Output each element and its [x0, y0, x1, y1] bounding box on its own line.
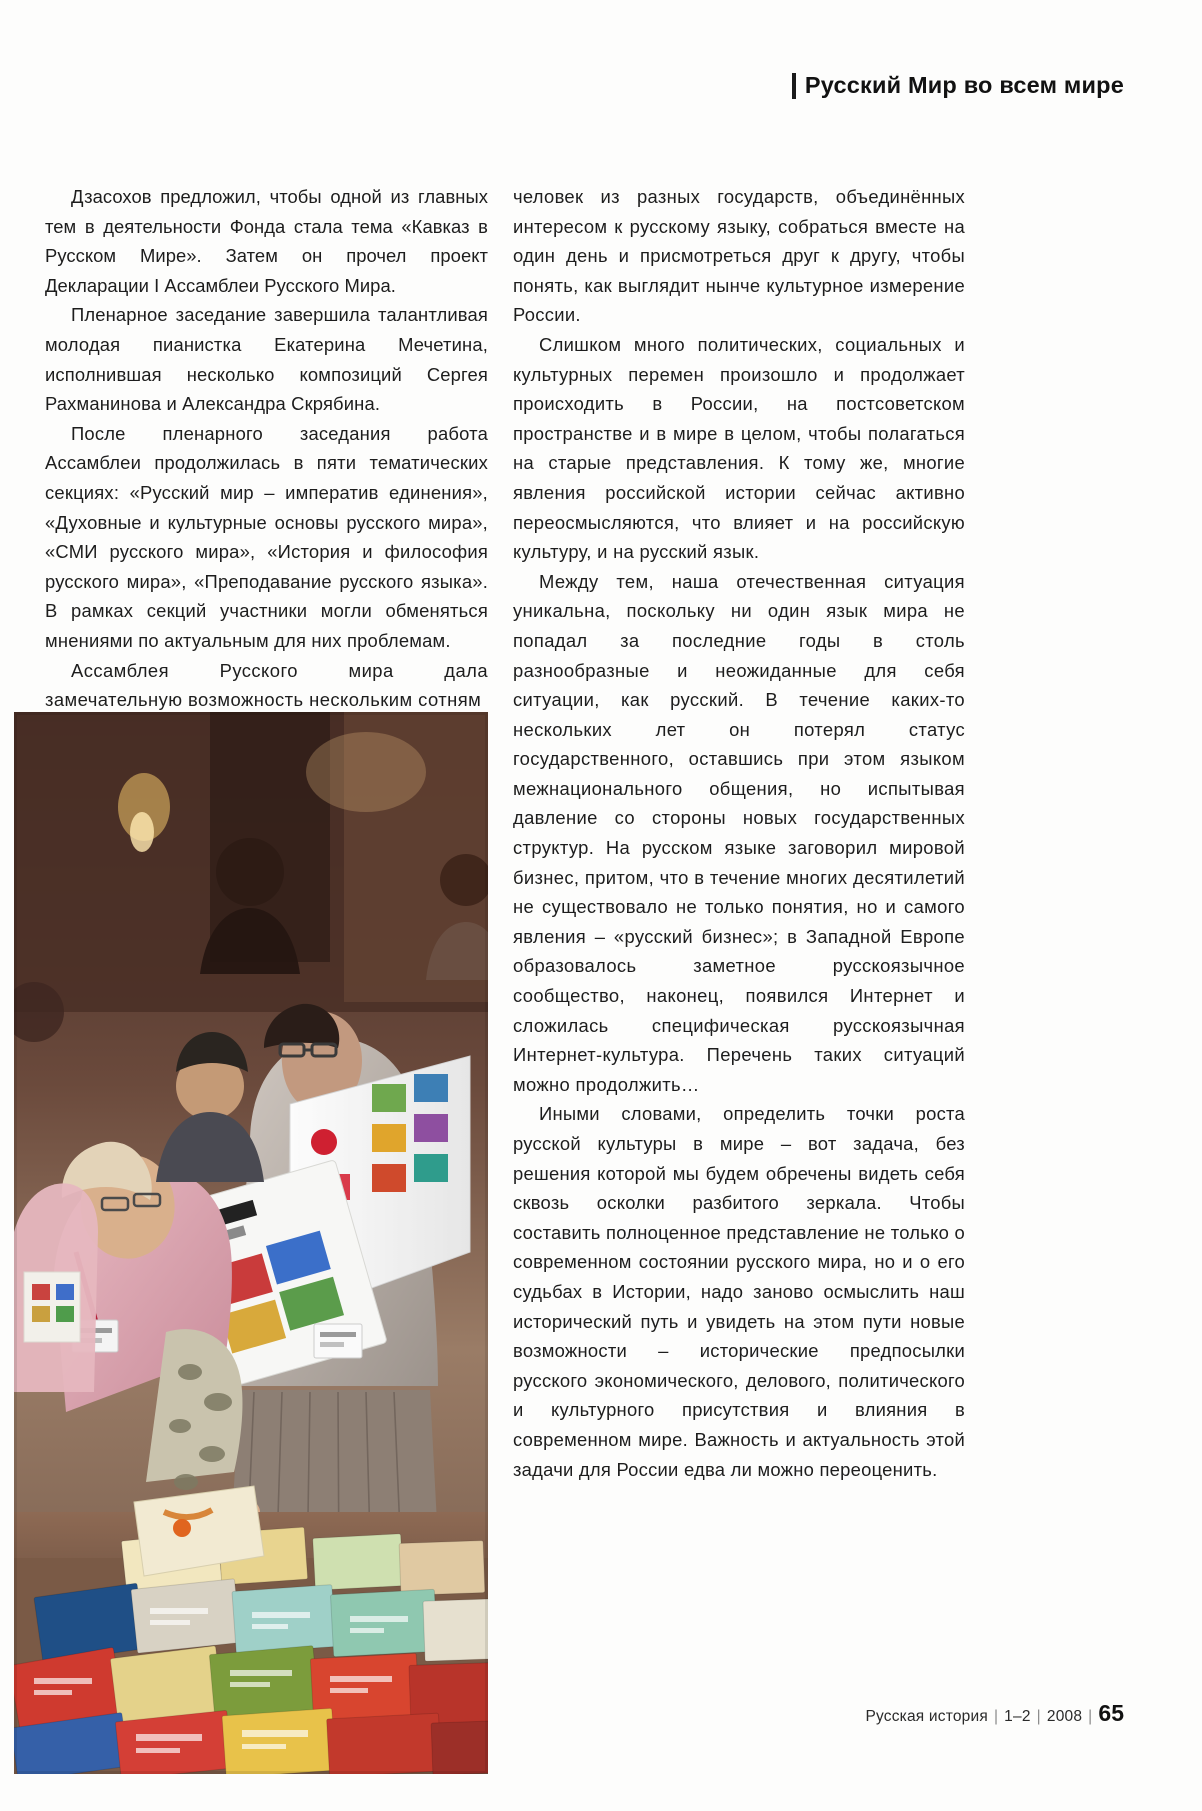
page-number: 65	[1098, 1700, 1124, 1726]
paragraph: Дзасохов предложил, чтобы одной из главных тем в деятельности Фонда стала тема «Кавказ в Русском Мире». Затем он прочел проект Декларации I Ассамблеи Русского Мира.	[45, 186, 488, 296]
folio-year: 2008	[1046, 1708, 1083, 1725]
article-photograph	[14, 712, 488, 1774]
paragraph: После пленарного заседания работа Ассамблеи продолжилась в пяти тематических секциях: «Русский мир – императив единения», «Духовные и культурные основы русского мира», «СМИ русского мира», «История и философия русского мира», «Преподавание русского языка». В рамках секций участники могли обменяться мнениями по актуальным для них проблемам.	[45, 422, 488, 651]
paragraph: Ассамблея Русского мира дала замечательную возможность нескольким сотням	[45, 659, 488, 711]
folio-separator-3: |	[1088, 1708, 1093, 1725]
body-column-left	[45, 182, 488, 715]
paragraph: человек из разных государств, объединённых интересом к русскому языку, собраться вместе на один день и присмотреться друг к другу, чтобы понять, как выглядит нынче культурное измерение России.	[513, 186, 965, 326]
paragraph: Слишком много политических, социальных и культурных перемен произошло и продолжает происходить в России, на постсоветском пространстве и в мире в целом, чтобы полагаться на старые представления. К тому же, многие явления российской истории сейчас активно переосмысляются, что влияет и на российскую культуру, и на русский язык.	[513, 333, 965, 563]
photograph-illustration	[14, 712, 488, 1774]
paragraph: Пленарное заседание завершила талантливая молодая пианистка Екатерина Мечетина, исполнившая несколько композиций Сергея Рахманинова и Александра Скрябина.	[45, 304, 488, 415]
folio	[865, 1700, 1124, 1727]
folio-separator-1: |	[993, 1708, 999, 1725]
paragraph: Между тем, наша отечественная ситуация уникальна, поскольку ни один язык мира не попадал за последние годы в столь разнообразные и неожиданные для себя ситуации, как русский. В течение каких-то нескольких лет он потерял статус государственного, оставшись при этом языком межнационального общения, но испытывая давление со стороны новых государственных структур. На русском языке заговорил мировой бизнес, притом, что в течение многих десятилетий не существовало не только понятия, но и самого явления – «русский бизнес»; в Западной Европе образовалось заметное русскоязычное сообщество, наконец, появился Интернет и сложилась специфическая русскоязычная Интернет-культура. Перечень таких ситуаций можно продолжить…	[513, 570, 965, 1095]
folio-journal: Русская история	[865, 1708, 988, 1725]
body-column-right	[513, 182, 965, 1484]
running-head-title: Русский Мир во всем мире	[804, 72, 1124, 98]
folio-separator-2: |	[1036, 1708, 1041, 1725]
running-head	[792, 72, 1124, 99]
running-head-rule	[792, 73, 796, 99]
folio-issue: 1–2	[1004, 1708, 1031, 1725]
paragraph: Иными словами, определить точки роста русской культуры в мире – вот задача, без решения которой мы будем обречены видеть себя сквозь осколки разбитого зеркала. Чтобы составить полноценное представление не только о современном состоянии русского мира, но и о его судьбах в Истории, надо заново осмыслить наш исторический путь и увидеть на этом пути новые возможности – исторические предпосылки русского экономического, делового, политического и культурного присутствия и влияния в современном мире. Важность и актуальность этой задачи для России едва ли можно переоценить.	[513, 1103, 965, 1480]
